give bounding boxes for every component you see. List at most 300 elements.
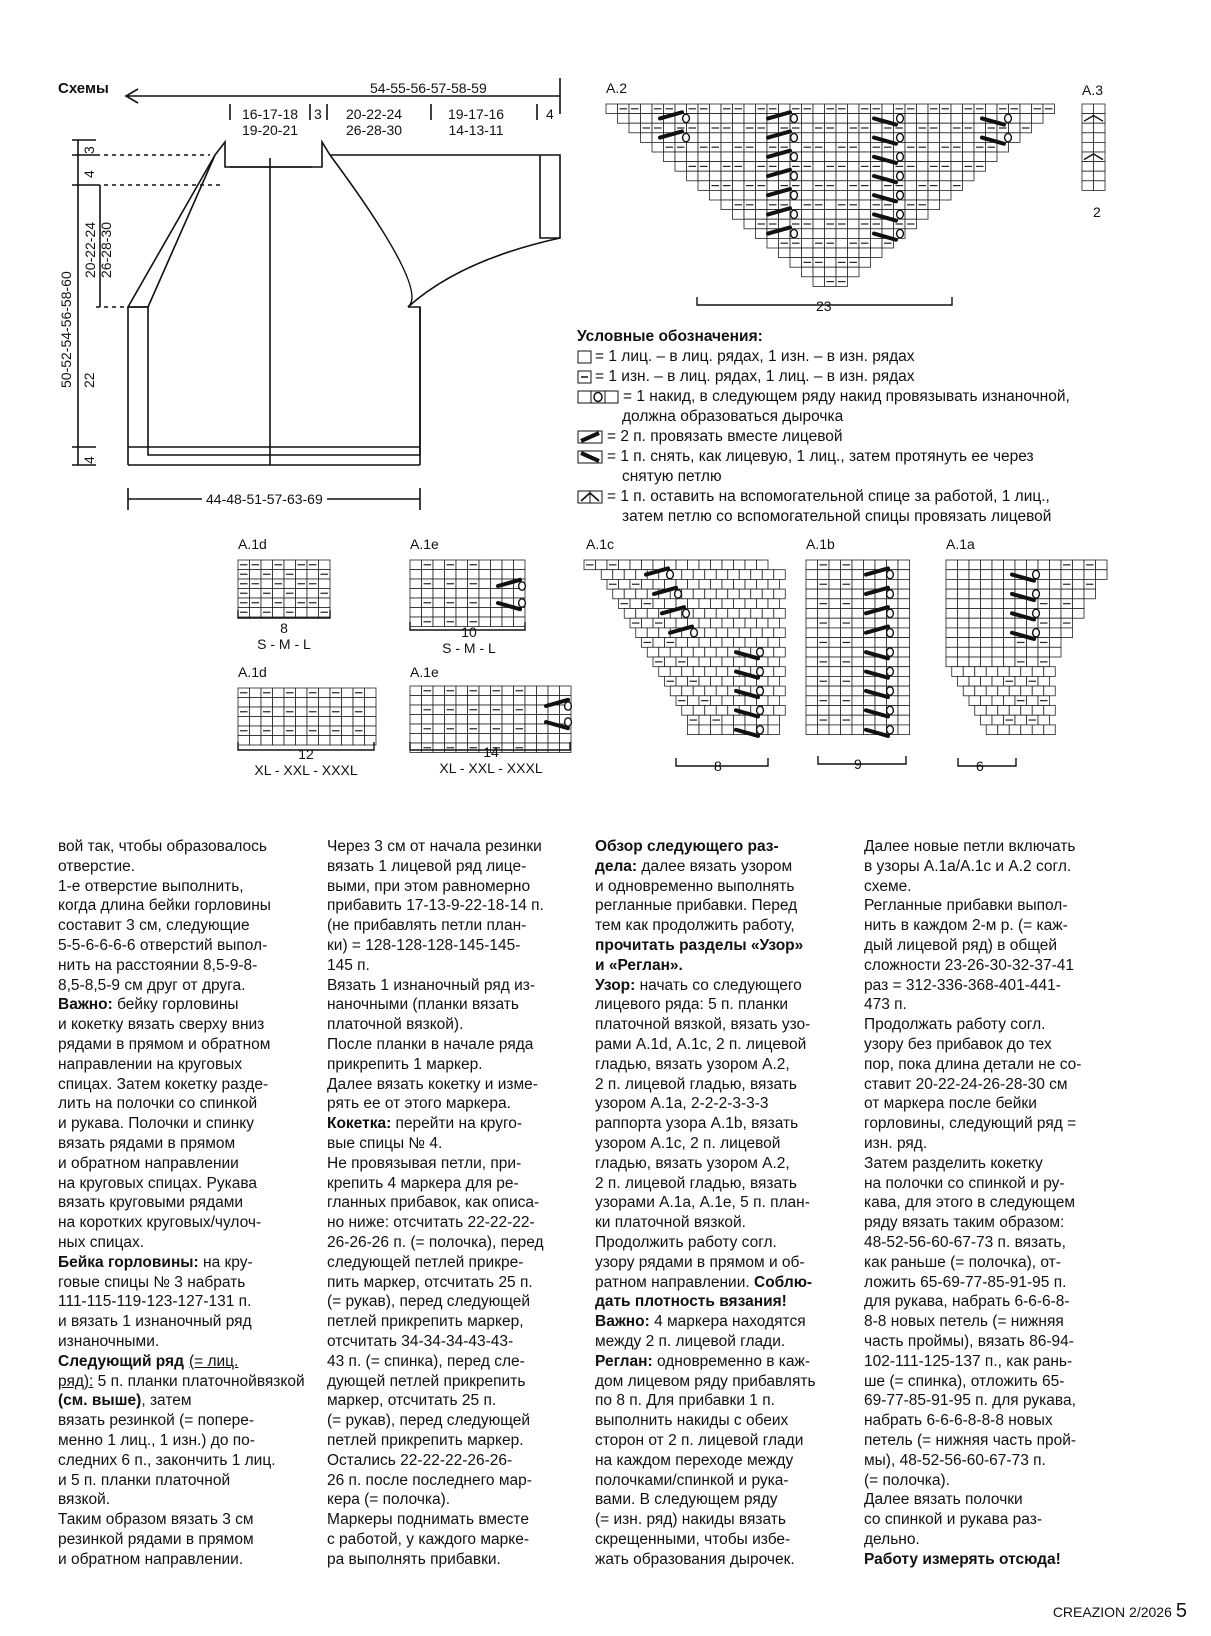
chart-cell — [848, 219, 860, 229]
chart-cell — [969, 628, 981, 638]
chart-cell — [829, 589, 841, 599]
chart-cell — [1032, 667, 1044, 677]
chart-cell — [1094, 104, 1106, 114]
chart-cell — [825, 190, 837, 200]
text-line — [58, 877, 320, 897]
legend-item-purl — [577, 367, 1157, 387]
chart-cell — [296, 608, 308, 618]
chart-cell — [806, 599, 818, 609]
chart-cell — [1050, 609, 1062, 619]
chart-cell — [1015, 579, 1027, 589]
text-line — [327, 1174, 589, 1194]
chart-cell — [975, 706, 987, 716]
chart-cell — [898, 609, 910, 619]
chart-cell — [445, 696, 457, 706]
chart-cell — [802, 190, 814, 200]
chart-cell — [250, 608, 262, 618]
chart-cell — [560, 734, 572, 744]
chart-cell — [721, 190, 733, 200]
chart-cell — [721, 133, 733, 143]
text-segment: прибавить 17-13-9-22-18-14 п. — [327, 897, 544, 915]
chart-cell — [1082, 104, 1094, 114]
knit-symbol-icon — [577, 350, 593, 364]
text-line — [595, 995, 857, 1015]
chart-cell — [992, 560, 1004, 570]
chart-cell — [762, 589, 774, 599]
text-segment: рами А.1d, А.1c, 2 п. лицевой — [595, 1035, 807, 1053]
chart-cell — [410, 598, 422, 608]
text-line — [327, 1530, 589, 1550]
chart-cell — [813, 267, 825, 277]
chart-cell — [744, 171, 756, 181]
text-segment: вами. В следующем ряду — [595, 1491, 778, 1509]
text-segment: Следующий ряд — [58, 1352, 184, 1370]
chart-cell — [1050, 560, 1062, 570]
text-segment: регланные прибавки. Перед — [595, 897, 798, 915]
chart-cell — [693, 589, 705, 599]
chart-cell — [952, 667, 964, 677]
chart-cell — [1061, 609, 1073, 619]
chart-cell — [710, 114, 722, 124]
text-segment: (не прибавлять петли план- — [327, 917, 527, 935]
chart-cell — [848, 229, 860, 239]
yarn-over-mark — [691, 629, 698, 637]
chart-cell — [917, 104, 929, 114]
chart-cell — [1015, 599, 1027, 609]
chart-cell — [981, 560, 993, 570]
chart-cell — [721, 171, 733, 181]
chart-cell — [716, 706, 728, 716]
chart-cell — [653, 599, 665, 609]
chart-cell — [711, 676, 723, 686]
chart-cell — [981, 647, 993, 657]
text-line — [327, 1471, 589, 1491]
chart-cell — [728, 609, 740, 619]
chart-cell — [1021, 725, 1033, 735]
chart-cell — [319, 688, 331, 698]
chart-cell — [410, 715, 422, 725]
chart-cell — [969, 676, 981, 686]
chart-a3-label: A.3 — [1082, 82, 1104, 98]
chart-a1e-small-label: A.1e — [410, 536, 439, 552]
chart-cell — [946, 589, 958, 599]
chart-cell — [734, 715, 746, 725]
chart-cell — [296, 707, 308, 717]
text-segment: гладью, вязать узором А.2, — [595, 1055, 790, 1073]
yarn-over-mark — [683, 609, 690, 617]
chart-cell — [882, 104, 894, 114]
text-segment: от маркера после бейки — [864, 1095, 1037, 1113]
chart-cell — [905, 123, 917, 133]
chart-cell — [806, 696, 818, 706]
text-line — [327, 1114, 589, 1134]
yarn-over-mark — [1033, 590, 1040, 598]
chart-cell — [829, 686, 841, 696]
text-segment: далее вязать узором — [637, 857, 793, 875]
chart-cell — [825, 142, 837, 152]
text-line — [864, 896, 1126, 916]
chart-cell — [1015, 715, 1027, 725]
chart-cell — [456, 589, 468, 599]
chart-cell — [836, 114, 848, 124]
chart-cell — [813, 114, 825, 124]
chart-cell — [1004, 618, 1016, 628]
chart-cell — [514, 560, 526, 570]
chart-cell — [762, 628, 774, 638]
chart-cell — [992, 618, 1004, 628]
text-line — [327, 956, 589, 976]
text-line — [58, 1352, 320, 1372]
chart-cell — [433, 696, 445, 706]
yarn-over-mark — [667, 570, 674, 578]
chart-cell — [852, 657, 864, 667]
text-line — [327, 976, 589, 996]
chart-cell — [767, 181, 779, 191]
chart-cell — [1084, 570, 1096, 580]
chart-cell — [693, 570, 705, 580]
chart-cell — [928, 142, 940, 152]
chart-cell — [928, 133, 940, 143]
yarn-over-mark — [675, 590, 682, 598]
chart-cell — [468, 589, 480, 599]
chart-cell — [307, 570, 319, 580]
chart-cell — [806, 676, 818, 686]
chart-cell — [502, 724, 514, 734]
text-line — [595, 936, 857, 956]
chart-cell — [261, 736, 273, 746]
chart-cell — [502, 570, 514, 580]
text-segment: одновременно в каж- — [652, 1352, 811, 1370]
chart-cell — [992, 589, 1004, 599]
top-width-label: 54-55-56-57-58-59 — [370, 80, 487, 96]
chart-cell — [981, 599, 993, 609]
chart-cell — [958, 657, 970, 667]
chart-cell — [319, 707, 331, 717]
chart-cell — [806, 570, 818, 580]
chart-cell — [422, 734, 434, 744]
chart-cell — [981, 589, 993, 599]
text-segment: и обратном направлении — [58, 1154, 239, 1172]
text-line — [864, 1352, 1126, 1372]
yarn-over-mark — [791, 172, 798, 180]
chart-cell — [698, 152, 710, 162]
text-segment: (= рукав), перед следующей — [327, 1412, 531, 1430]
chart-cell — [365, 688, 377, 698]
chart-cell — [261, 698, 273, 708]
text-line — [595, 1094, 857, 1114]
chart-cell — [733, 133, 745, 143]
chart-cell — [456, 686, 468, 696]
chart-cell — [1044, 686, 1056, 696]
chart-cell — [1050, 638, 1062, 648]
chart-cell — [963, 114, 975, 124]
seg5-label: 4 — [546, 106, 554, 122]
chart-cell — [946, 628, 958, 638]
text-segment: крепить 4 маркера для ре- — [327, 1174, 519, 1192]
chart-cell — [768, 579, 780, 589]
chart-cell — [319, 698, 331, 708]
chart-cell — [917, 133, 929, 143]
chart-cell — [722, 638, 734, 648]
text-line — [58, 1372, 320, 1412]
chart-a1d-small-width — [238, 620, 330, 652]
chart-cell — [307, 698, 319, 708]
text-column-4 — [864, 837, 1126, 1569]
chart-cell — [699, 638, 711, 648]
text-segment: Работу измерять отсюда! — [864, 1550, 1061, 1568]
chart-cell — [963, 152, 975, 162]
yarn-over-mark — [757, 706, 764, 714]
text-line — [58, 1134, 320, 1154]
chart-cell — [898, 667, 910, 677]
chart-cell — [629, 114, 641, 124]
text-line — [595, 1174, 857, 1194]
chart-cell — [711, 618, 723, 628]
chart-cell — [491, 570, 503, 580]
chart-cell — [456, 598, 468, 608]
chart-cell — [836, 123, 848, 133]
chart-cell — [548, 686, 560, 696]
chart-a1c-label: A.1c — [586, 536, 615, 552]
yarn-over-mark — [683, 114, 690, 122]
chart-cell — [422, 589, 434, 599]
text-segment: ра выполнять прибавки. — [327, 1550, 501, 1568]
text-segment: 8,5-8,5-9 см друг от друга. — [58, 976, 246, 994]
text-segment: наночными (планки вязать — [327, 996, 519, 1014]
chart-cell — [548, 734, 560, 744]
text-segment: пор, пока длина детали не со- — [864, 1055, 1082, 1073]
chart-cell — [841, 570, 853, 580]
seg1-label-a: 16-17-18 — [241, 106, 299, 122]
chart-cell — [682, 686, 694, 696]
chart-cell — [739, 570, 751, 580]
text-segment: Реглан: — [595, 1352, 653, 1370]
yarn-over-mark — [1005, 133, 1012, 141]
chart-cell — [676, 560, 688, 570]
chart-cell — [410, 570, 422, 580]
chart-cell — [1032, 706, 1044, 716]
text-segment: (= изн. ряд) накиды вязать — [595, 1511, 786, 1529]
chart-cell — [721, 200, 733, 210]
text-segment: Важно: — [58, 996, 113, 1014]
chart-cell — [806, 628, 818, 638]
chart-cell — [698, 114, 710, 124]
chart-cell — [818, 686, 830, 696]
yarn-over-mark — [887, 570, 894, 578]
chart-cell — [433, 724, 445, 734]
chart-cell — [802, 210, 814, 220]
chart-cell — [693, 667, 705, 677]
chart-cell — [829, 715, 841, 725]
text-line — [595, 1372, 857, 1392]
chart-cell — [986, 667, 998, 677]
chart-cell — [273, 736, 285, 746]
chart-cell — [1015, 618, 1027, 628]
chart-cell — [951, 133, 963, 143]
chart-cell — [898, 715, 910, 725]
chart-cell — [751, 609, 763, 619]
chart-cell — [744, 104, 756, 114]
text-segment: на круговых спицах. Рукава — [58, 1174, 258, 1192]
text-segment: узору рядами в прямом и об- — [595, 1253, 805, 1271]
text-segment: дый лицевой ряд) в общей — [864, 936, 1058, 954]
chart-cell — [734, 618, 746, 628]
text-line — [864, 1154, 1126, 1174]
text-segment: ряд): — [58, 1372, 94, 1390]
chart-cell — [1021, 706, 1033, 716]
chart-cell — [479, 579, 491, 589]
chart-cell — [946, 599, 958, 609]
text-segment: между 2 п. лицевой глади. — [595, 1332, 786, 1350]
yarn-over-mark — [897, 191, 904, 199]
text-line — [595, 837, 857, 857]
chart-cell — [813, 210, 825, 220]
chart-cell — [1004, 560, 1016, 570]
chart-cell — [693, 647, 705, 657]
chart-cell — [734, 696, 746, 706]
chart-cell — [898, 560, 910, 570]
chart-cell — [806, 618, 818, 628]
chart-cell — [852, 589, 864, 599]
text-segment: После планки в начале ряда — [327, 1035, 534, 1053]
yarn-over-mark — [757, 726, 764, 734]
text-segment: 26 п. после последнего мар- — [327, 1471, 532, 1489]
chart-cell — [813, 190, 825, 200]
text-segment: кава, для этого в следующем — [864, 1194, 1076, 1212]
chart-cell — [613, 589, 625, 599]
chart-cell — [261, 579, 273, 589]
legend-item-text: = 1 накид, в следующем ряду накид провязывать изнаночной, — [623, 388, 1070, 405]
chart-a1d-small-sizes: S - M - L — [257, 636, 311, 652]
text-line — [864, 1292, 1126, 1312]
text-line — [58, 1510, 320, 1530]
chart-cell — [721, 142, 733, 152]
chart-cell — [664, 123, 676, 133]
text-segment: узорами А.1a, А.1e, 5 п. план- — [595, 1194, 810, 1212]
chart-cell — [653, 579, 665, 589]
chart-cell — [433, 608, 445, 618]
chart-cell — [963, 686, 975, 696]
chart-cell — [238, 698, 250, 708]
chart-cell — [917, 210, 929, 220]
chart-cell — [514, 570, 526, 580]
chart-cell — [745, 618, 757, 628]
chart-cell — [871, 238, 883, 248]
chart-cell — [537, 734, 549, 744]
chart-cell — [601, 570, 613, 580]
text-segment: часть проймы), вязать 86-94- — [864, 1332, 1074, 1350]
chart-cell — [848, 152, 860, 162]
chart-cell — [273, 698, 285, 708]
chart-cell — [898, 686, 910, 696]
text-segment: и одновременно выполнять — [595, 877, 795, 895]
chart-cell — [836, 171, 848, 181]
text-segment: дующей петлей прикрепить — [327, 1372, 526, 1390]
chart-cell — [813, 152, 825, 162]
chart-cell — [774, 647, 786, 657]
chart-cell — [1009, 123, 1021, 133]
chart-a1c-width: 8 — [714, 758, 722, 774]
chart-cell — [951, 114, 963, 124]
chart-cell — [905, 171, 917, 181]
chart-cell — [479, 734, 491, 744]
yarn-over-mark — [887, 609, 894, 617]
text-line — [58, 1530, 320, 1550]
text-line — [864, 1174, 1126, 1194]
yarn-over-mark — [897, 172, 904, 180]
chart-cell — [898, 696, 910, 706]
text-segment: когда длина бейки горловины — [58, 897, 271, 915]
text-line — [595, 1035, 857, 1055]
text-line — [595, 1332, 857, 1352]
chart-cell — [852, 715, 864, 725]
text-segment: ки платочной вязкой. — [595, 1214, 746, 1232]
chart-cell — [716, 628, 728, 638]
text-line — [864, 995, 1126, 1015]
text-line — [327, 1015, 589, 1035]
chart-cell — [1073, 570, 1085, 580]
chart-cell — [705, 686, 717, 696]
chart-cell — [859, 258, 871, 268]
chart-cell — [653, 638, 665, 648]
chart-cell — [864, 560, 876, 570]
chart-cell — [682, 706, 694, 716]
chart-cell — [307, 717, 319, 727]
chart-cell — [250, 736, 262, 746]
text-segment: изнаночными. — [58, 1332, 160, 1350]
chart-cell — [699, 676, 711, 686]
chart-cell — [716, 686, 728, 696]
chart-cell — [1009, 725, 1021, 735]
text-segment: (= лиц. — [188, 1352, 239, 1370]
chart-cell — [806, 647, 818, 657]
chart-cell — [992, 696, 1004, 706]
chart-cell — [682, 667, 694, 677]
chart-cell — [818, 725, 830, 735]
chart-cell — [1009, 686, 1021, 696]
chart-cell — [848, 114, 860, 124]
chart-cell — [951, 171, 963, 181]
chart-cell — [353, 717, 365, 727]
text-line — [327, 1451, 589, 1471]
chart-cell — [682, 589, 694, 599]
chart-cell — [852, 609, 864, 619]
chart-cell — [307, 608, 319, 618]
chart-cell — [728, 628, 740, 638]
text-segment: выполнить накиды с обеих — [595, 1412, 789, 1430]
chart-cell — [864, 657, 876, 667]
chart-cell — [525, 686, 537, 696]
chart-cell — [898, 618, 910, 628]
chart-cell — [722, 715, 734, 725]
chart-cell — [774, 706, 786, 716]
chart-cell — [410, 589, 422, 599]
chart-cell — [825, 171, 837, 181]
text-line — [864, 1253, 1126, 1273]
chart-cell — [836, 248, 848, 258]
chart-cell — [806, 667, 818, 677]
chart-cell — [468, 608, 480, 618]
chart-cell — [1044, 667, 1056, 677]
chart-cell — [1038, 560, 1050, 570]
chart-cell — [825, 133, 837, 143]
chart-cell — [711, 599, 723, 609]
yarn-over-symbol-icon — [577, 390, 621, 404]
chart-cell — [986, 104, 998, 114]
chart-cell — [636, 628, 648, 638]
text-segment: Остались 22-22-22-26-26- — [327, 1451, 513, 1469]
purl-symbol-icon — [577, 370, 593, 384]
